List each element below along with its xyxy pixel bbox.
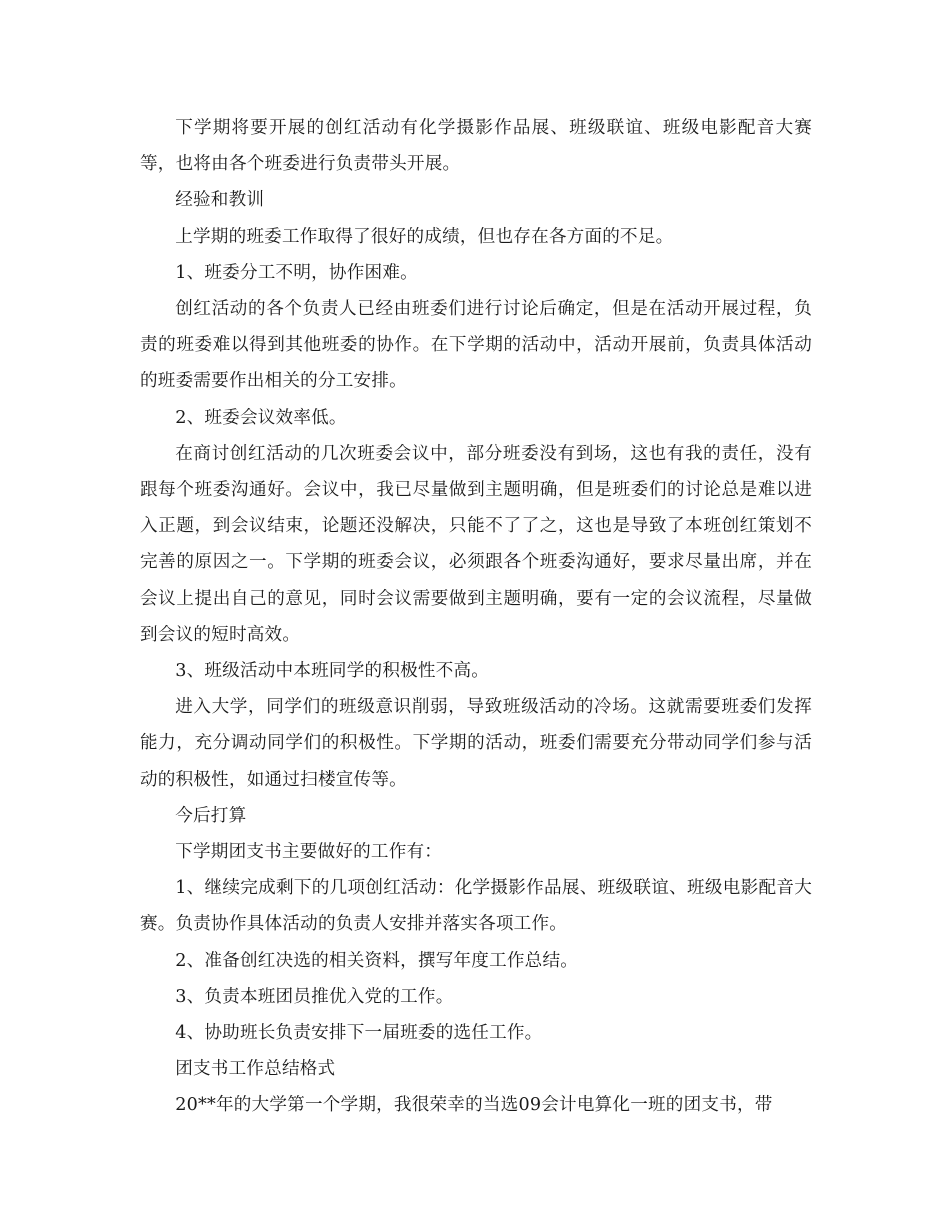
paragraph-format-intro: 20**年的大学第一个学期，我很荣幸的当选09会计电算化一班的团支书，带 — [175, 1095, 773, 1116]
list-item-issue-3: 3、班级活动中本班同学的积极性不高。 — [175, 661, 490, 682]
list-item-plan-1: 1、继续完成剩下的几项创红活动：化学摄影作品展、班级联谊、班级电影配音大赛。负责协作具体活动的负责人安排并落实各项工作。 — [140, 878, 812, 935]
paragraph-issue-1-detail: 创红活动的各个负责人已经由班委们进行讨论后确定，但是在活动开展过程，负责的班委难以得到其他班委的协作。在下学期的活动中，活动开展前，负责具体活动的班委需要作出相关的分工安排。 — [140, 299, 812, 392]
heading-future-plans: 今后打算 — [175, 805, 247, 826]
paragraph-plans-intro: 下学期团支书主要做好的工作有： — [175, 842, 443, 863]
paragraph-summary: 上学期的班委工作取得了很好的成绩，但也存在各方面的不足。 — [175, 226, 674, 247]
list-item-plan-3: 3、负责本班团员推优入党的工作。 — [175, 986, 454, 1007]
list-item-issue-1: 1、班委分工不明，协作困难。 — [175, 262, 418, 283]
paragraph-issue-3-detail: 进入大学，同学们的班级意识削弱，导致班级活动的冷场。这就需要班委们发挥能力，充分调动同学们的积极性。下学期的活动，班委们需要充分带动同学们参与活动的积极性，如通过扫楼宣传等。 — [140, 697, 812, 790]
paragraph-issue-2-detail: 在商讨创红活动的几次班委会议中，部分班委没有到场，这也有我的责任，没有跟每个班委沟通好。会议中，我已尽量做到主题明确，但是班委们的讨论总是难以进入正题，到会议结束，论题还没解决，只能不了了之，这也是导致了本班创红策划不完善的原因之一。下学期的班委会议，必须跟各个班委沟通好，要求尽量出席，并在会议上提出自己的意见，同时会议需要做到主题明确，要有一定的会议流程，尽量做到会议的短时高效。 — [140, 443, 812, 645]
list-item-issue-2: 2、班委会议效率低。 — [175, 407, 347, 428]
paragraph-activities-plan: 下学期将要开展的创红活动有化学摄影作品展、班级联谊、班级电影配音大赛等，也将由各个班委进行负责带头开展。 — [140, 118, 812, 175]
heading-summary-format: 团支书工作总结格式 — [175, 1059, 336, 1080]
list-item-plan-4: 4、协助班长负责安排下一届班委的选任工作。 — [175, 1023, 543, 1044]
list-item-plan-2: 2、准备创红决选的相关资料，撰写年度工作总结。 — [175, 950, 579, 971]
heading-experience-lessons: 经验和教训 — [175, 190, 265, 211]
document-body — [140, 110, 812, 1124]
